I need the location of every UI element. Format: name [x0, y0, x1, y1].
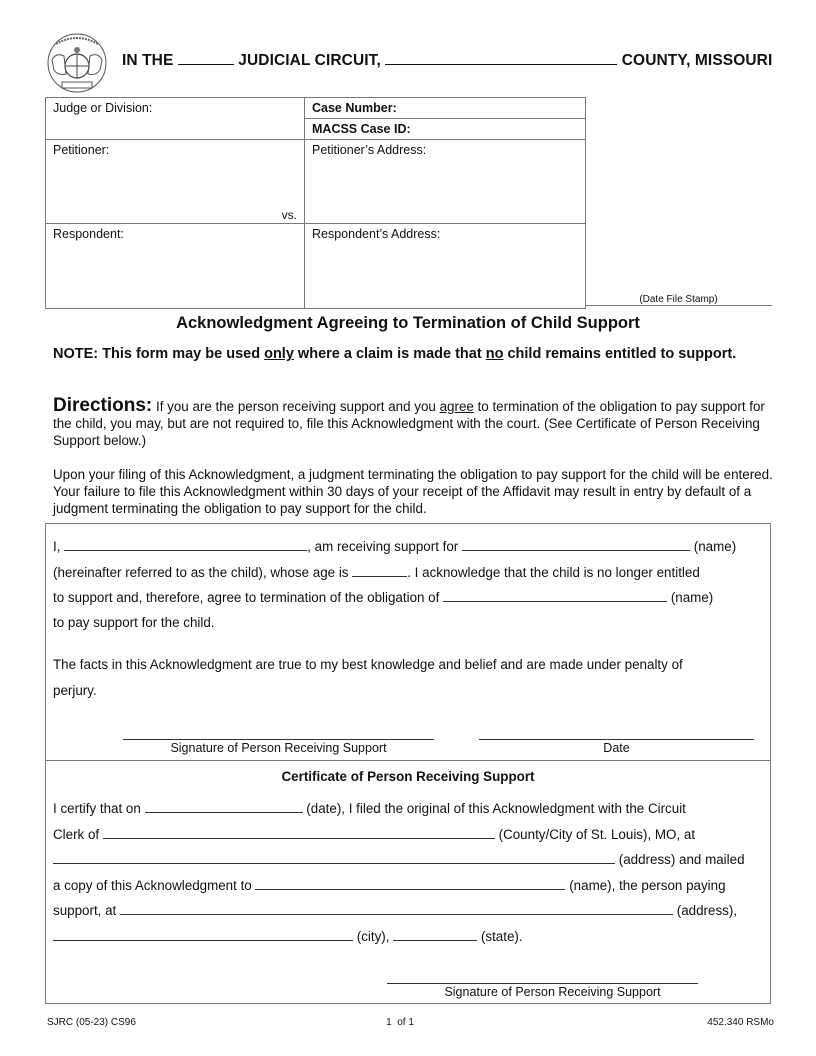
note-prefix: NOTE: This form may be used: [53, 346, 265, 362]
cert-signature-label: Signature of Person Receiving Support: [444, 985, 661, 999]
header-in-the: IN THE: [122, 52, 174, 69]
your-name-field[interactable]: [64, 539, 307, 551]
respondent-label: Respondent:: [53, 227, 124, 241]
ack-name-label-2: (name): [670, 590, 714, 605]
certificate-title: Certificate of Person Receiving Support: [281, 769, 535, 784]
judge-division-cell[interactable]: [46, 98, 305, 140]
petitioner-address-cell[interactable]: [305, 140, 586, 224]
form-title: Acknowledgment Agreeing to Termination of Child Support: [176, 314, 640, 332]
case-number-cell[interactable]: [305, 98, 586, 119]
respondent-cell[interactable]: [46, 224, 305, 309]
footer-page-number: 1 of 1: [386, 1017, 414, 1028]
upon-filing-text: Upon your filing of this Acknowledgment, a judgment terminating the obligation to pay support for the child will be entered. Your failure to file this Acknowledgment within 30 days of your receipt of the Affidavit may result in entry by default of a judgment terminating the obligation to pay support for the child.: [53, 467, 773, 516]
cert-line-2: [53, 827, 765, 842]
directions-prefix: If you are the person receiving support and you: [152, 399, 440, 414]
petitioner-address-label: Petitioner’s Address:: [312, 143, 427, 157]
cert-line-5: [53, 903, 765, 918]
cert-clerk-address-field[interactable]: [53, 852, 615, 864]
date-file-stamp-label: (Date File Stamp): [639, 294, 718, 305]
cert-city-field[interactable]: [53, 929, 353, 941]
directions-text: [53, 397, 778, 449]
ack-i-label: I,: [53, 539, 61, 554]
child-name-field[interactable]: [462, 539, 690, 551]
cert-address-label: (address),: [676, 903, 738, 918]
case-number-label: Case Number:: [312, 101, 397, 115]
cert-clerk-label: Clerk of: [53, 827, 100, 842]
ack-obligation-label: to support and, therefore, agree to termination of the obligation of: [53, 590, 440, 605]
cert-payer-label: (name), the person paying: [569, 878, 726, 893]
cert-support-at-label: support, at: [53, 903, 117, 918]
note-only: only: [264, 346, 294, 362]
obligor-name-field[interactable]: [443, 590, 667, 602]
ack-signature-field[interactable]: [123, 739, 434, 740]
date-file-stamp-line: [585, 305, 772, 306]
ack-signature-label: Signature of Person Receiving Support: [170, 741, 387, 755]
macss-case-id-cell[interactable]: [305, 119, 586, 140]
respondent-address-cell[interactable]: [305, 224, 586, 309]
cert-county-field[interactable]: [103, 827, 495, 839]
cert-city-label: (city),: [356, 929, 390, 944]
note-text: [53, 345, 773, 363]
county-name-field[interactable]: [385, 52, 617, 65]
cert-line-4: [53, 878, 765, 893]
cert-certify-label: I certify that on: [53, 801, 141, 816]
ack-line-1: [53, 539, 765, 554]
cert-line-6: [53, 929, 765, 944]
cert-payer-name-field[interactable]: [255, 878, 565, 890]
cert-date-field[interactable]: [145, 801, 303, 813]
court-header: [122, 52, 772, 70]
ack-date-label: Date: [603, 741, 630, 755]
circuit-number-field[interactable]: [178, 52, 234, 65]
header-county-missouri: COUNTY, MISSOURI: [621, 52, 773, 69]
macss-case-id-label: MACSS Case ID:: [312, 122, 411, 136]
cert-line-3: [53, 852, 765, 867]
footer-form-id: SJRC (05-23) CS96: [47, 1017, 136, 1028]
facts-line-1: The facts in this Acknowledgment are true to my best knowledge and belief and are made under penalty of: [53, 657, 683, 672]
respondent-address-label: Respondent’s Address:: [312, 227, 441, 241]
facts-line-2: perjury.: [53, 683, 97, 698]
cert-payer-address-field[interactable]: [120, 903, 673, 915]
header-judicial-circuit: JUDICIAL CIRCUIT,: [238, 52, 381, 69]
petitioner-cell[interactable]: [46, 140, 305, 224]
section-divider: [45, 760, 771, 761]
ack-name-label-1: (name): [693, 539, 737, 554]
footer-statute: 452.340 RSMo: [707, 1017, 774, 1028]
cert-line-1: [53, 801, 765, 816]
note-no: no: [485, 346, 504, 362]
ack-date-field[interactable]: [479, 739, 754, 740]
cert-signature-field[interactable]: [387, 983, 698, 984]
child-age-field[interactable]: [352, 565, 407, 577]
cert-state-field[interactable]: [393, 929, 477, 941]
ack-line-2: [53, 565, 765, 580]
cert-state-label: (state).: [480, 929, 523, 944]
ack-age-label: (hereinafter referred to as the child), whose age is: [53, 565, 349, 580]
cert-copy-label: a copy of this Acknowledgment to: [53, 878, 252, 893]
vs-label: vs.: [281, 208, 297, 222]
case-caption-table: [45, 97, 586, 309]
ack-line-4: to pay support for the child.: [53, 615, 215, 630]
cert-county-label: (County/City of St. Louis), MO, at: [498, 827, 696, 842]
cert-address-mailed-label: (address) and mailed: [618, 852, 745, 867]
directions-heading: Directions:: [53, 395, 153, 416]
ack-no-longer-label: . I acknowledge that the child is no longer entitled: [407, 565, 700, 580]
judge-division-label: Judge or Division:: [53, 101, 153, 115]
cert-filed-label: (date), I filed the original of this Acknowledgment with the Circuit: [306, 801, 686, 816]
petitioner-label: Petitioner:: [53, 143, 110, 157]
missouri-state-seal-icon: [44, 30, 110, 94]
note-middle: where a claim is made that: [293, 346, 486, 362]
note-suffix: child remains entitled to support.: [503, 346, 737, 362]
directions-suffix: to termination of the obligation to pay support for the child, you may, but are not required to, file this Acknowledgment with the court. (See Certificate of Person Receiving Support below.): [53, 399, 765, 448]
directions-agree: agree: [439, 399, 474, 414]
ack-receiving-label: , am receiving support for: [307, 539, 459, 554]
ack-line-3: [53, 590, 765, 605]
